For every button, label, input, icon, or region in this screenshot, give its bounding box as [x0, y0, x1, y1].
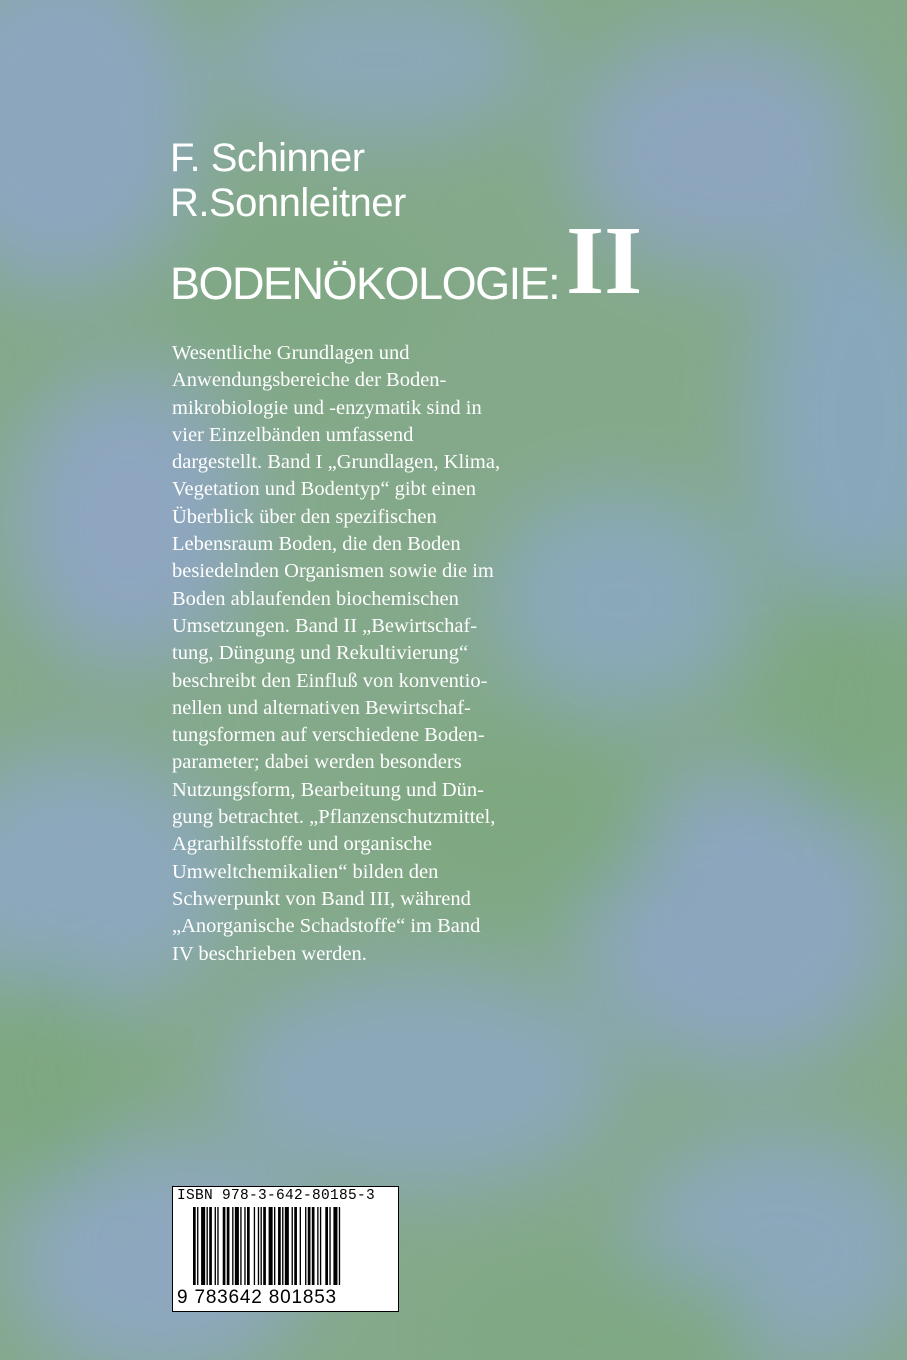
blurb-line: vier Einzelbänden umfassend: [172, 423, 414, 446]
ean-digits: 9 783642 801853: [177, 1287, 337, 1308]
volume-number: II: [566, 207, 643, 315]
barcode-bar: [269, 1207, 273, 1285]
barcode-bar: [294, 1207, 297, 1285]
authors: [170, 136, 406, 226]
blurb-line: „Anorganische Schadstoffe“ im Band: [172, 915, 481, 938]
barcode-bar: [235, 1207, 239, 1285]
blurb-line: Nutzungsform, Bearbeitung und Dün-: [172, 778, 484, 801]
barcode-bar: [308, 1207, 311, 1285]
blurb-line: nellen und alternativen Bewirtschaf-: [172, 696, 471, 719]
barcode-bar: [232, 1207, 233, 1285]
barcode-bar: [217, 1207, 218, 1285]
barcode-bar: [207, 1207, 208, 1285]
barcode-bar: [312, 1207, 315, 1285]
book-title: BODENÖKOLOGIE:: [170, 258, 560, 309]
blurb-line: dargestellt. Band I „Grundlagen, Klima,: [172, 451, 501, 474]
blurb-line: Lebensraum Boden, die den Boden: [172, 533, 461, 556]
blurb-line: Anwendungsbereiche der Boden-: [172, 369, 447, 392]
blurb-line: Umweltchemikalien“ bilden den: [172, 860, 439, 883]
barcode-bar: [247, 1207, 250, 1285]
blurb-line: beschreibt den Einfluß von konventio-: [172, 669, 488, 692]
blurb-line: Boden ablaufenden biochemischen: [172, 587, 459, 610]
blurb-line: Vegetation und Bodentyp“ gibt einen: [172, 478, 477, 501]
blurb-line: gung betrachtet. „Pflanzenschutzmittel,: [172, 806, 496, 829]
barcode-bar: [244, 1207, 245, 1285]
barcode-bar: [254, 1207, 255, 1285]
barcode-bar: [209, 1207, 212, 1285]
blurb-line: Agrarhilfsstoffe und organische: [172, 833, 432, 856]
blurb-line: tung, Düngung und Rekultivierung“: [172, 642, 469, 665]
author-2: R.Sonnleitner: [170, 181, 406, 225]
blurb-line: Umsetzungen. Band II „Bewirtschaf-: [172, 614, 478, 637]
barcode-bar: [278, 1207, 281, 1285]
barcode-bar: [261, 1207, 262, 1285]
blurb-line: parameter; dabei werden besonders: [172, 751, 462, 774]
barcode-bar: [325, 1207, 328, 1285]
barcode-bars-graphic: [193, 1207, 388, 1287]
barcode-bar: [227, 1207, 230, 1285]
barcode-bar: [329, 1207, 330, 1285]
barcode-bar: [320, 1207, 321, 1285]
barcode-bar: [274, 1207, 275, 1285]
blurb-line: mikrobiologie und -enzymatik sind in: [172, 396, 482, 419]
barcode-bar: [197, 1207, 198, 1285]
blurb-line: IV beschrieben werden.: [172, 942, 367, 965]
author-1: F. Schinner: [170, 136, 365, 180]
barcode-bar: [258, 1207, 259, 1285]
barcode-bar: [305, 1207, 306, 1285]
blurb-line: besiedelnden Organismen sowie die im: [172, 560, 494, 583]
barcode-bar: [223, 1207, 226, 1285]
barcode-bar: [333, 1207, 337, 1285]
barcode-bar: [215, 1207, 216, 1285]
blurb-text: [172, 340, 572, 968]
barcode-bar: [300, 1207, 301, 1285]
isbn-barcode: [172, 1186, 399, 1312]
barcode-bar: [263, 1207, 266, 1285]
barcode-bar: [193, 1207, 196, 1285]
barcode-bar: [240, 1207, 241, 1285]
barcode-bar: [285, 1207, 289, 1285]
blurb-line: tungsformen auf verschiedene Boden-: [172, 724, 485, 747]
barcode-bar: [292, 1207, 293, 1285]
blurb-line: Wesentliche Grundlagen und: [172, 342, 410, 364]
isbn-label: ISBN 978-3-642-80185-3: [177, 1188, 376, 1204]
barcode-bar: [339, 1207, 340, 1285]
blurb-line: Schwerpunkt von Band III, während: [172, 887, 471, 910]
barcode-bar: [282, 1207, 283, 1285]
barcode-bar: [317, 1207, 318, 1285]
barcode-bar: [201, 1207, 205, 1285]
blurb-line: Überblick über den spezifischen: [172, 505, 437, 528]
